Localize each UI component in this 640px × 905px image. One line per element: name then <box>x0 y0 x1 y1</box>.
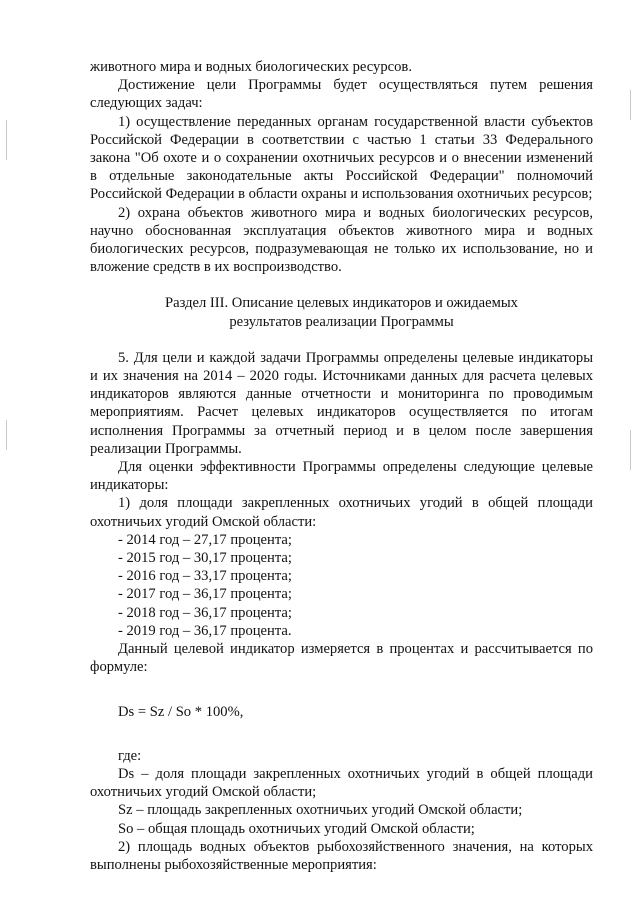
year-item: - 2015 год – 30,17 процента; <box>118 550 292 567</box>
paragraph: Данный целевой индикатор измеряется в процентах и рассчитывается по формуле: <box>90 641 593 676</box>
year-item: - 2017 год – 36,17 процента; <box>118 586 292 603</box>
where-label: где: <box>118 747 142 764</box>
year-item: - 2016 год – 33,17 процента; <box>118 568 292 585</box>
document-page <box>90 58 593 874</box>
paragraph: животного мира и водных биологических ресурсов. <box>90 59 412 75</box>
section-heading-line2: результатов реализации Программы <box>229 313 454 330</box>
paragraph-5: 5. Для цели и каждой задачи Программы определены целевые индикаторы и их значения на 2014 – 2020 годы. Источниками данных для расчета целевых индикаторов являются данные отчетности и мониторинга по проводимым мероприятиям. Расчет целевых индикаторов осуществляется по итогам исполнения Программы за отчетный период и в целом после завершения реализации Программы. <box>90 349 593 457</box>
paragraph: Для оценки эффективности Программы определены следующие целевые индикаторы: <box>90 459 593 494</box>
scan-edge-right <box>630 90 631 120</box>
formula: Ds = Sz / So * 100%, <box>118 703 244 720</box>
scan-edge-left <box>6 120 7 160</box>
paragraph-task-2: 2) охрана объектов животного мира и водных биологических ресурсов, научно обоснованная эксплуатация объектов животного мира и водных биологических ресурсов, подразумевающая не только их использование, но и вложение средств в их воспроизводство. <box>90 204 593 276</box>
section-heading-line1: Раздел III. Описание целевых индикаторов и ожидаемых <box>165 295 518 312</box>
definition-ds: Ds – доля площади закрепленных охотничьих угодий в общей площади охотничьих угодий Омской области; <box>90 765 593 801</box>
indicator-1: 1) доля площади закрепленных охотничьих угодий в общей площади охотничьих угодий Омской области: <box>90 495 593 530</box>
year-item: - 2014 год – 27,17 процента; <box>118 531 292 548</box>
paragraph: Достижение цели Программы будет осуществляться путем решения следующих задач: <box>90 77 593 112</box>
definition-sz: Sz – площадь закрепленных охотничьих угодий Омской области; <box>118 802 523 819</box>
indicator-2: 2) площадь водных объектов рыбохозяйственного значения, на которых выполнены рыбохозяйственные мероприятия: <box>90 838 593 873</box>
paragraph-task-1: 1) осуществление переданных органам государственной власти субъектов Российской Федерации в соответствии с частью 1 статьи 33 Федерального закона "Об охоте и о сохранении охотничьих ресурсов и о внесении изменений в отдельные законодательные акты Российской Федерации" полномочий Российской Федерации в области охраны и использования охотничьих ресурсов; <box>90 113 593 203</box>
scan-edge-left <box>6 420 7 450</box>
definition-so: So – общая площадь охотничьих угодий Омской области; <box>118 820 475 837</box>
year-item: - 2018 год – 36,17 процента; <box>118 604 292 621</box>
year-item: - 2019 год – 36,17 процента. <box>118 622 292 639</box>
scan-edge-right <box>630 430 631 470</box>
